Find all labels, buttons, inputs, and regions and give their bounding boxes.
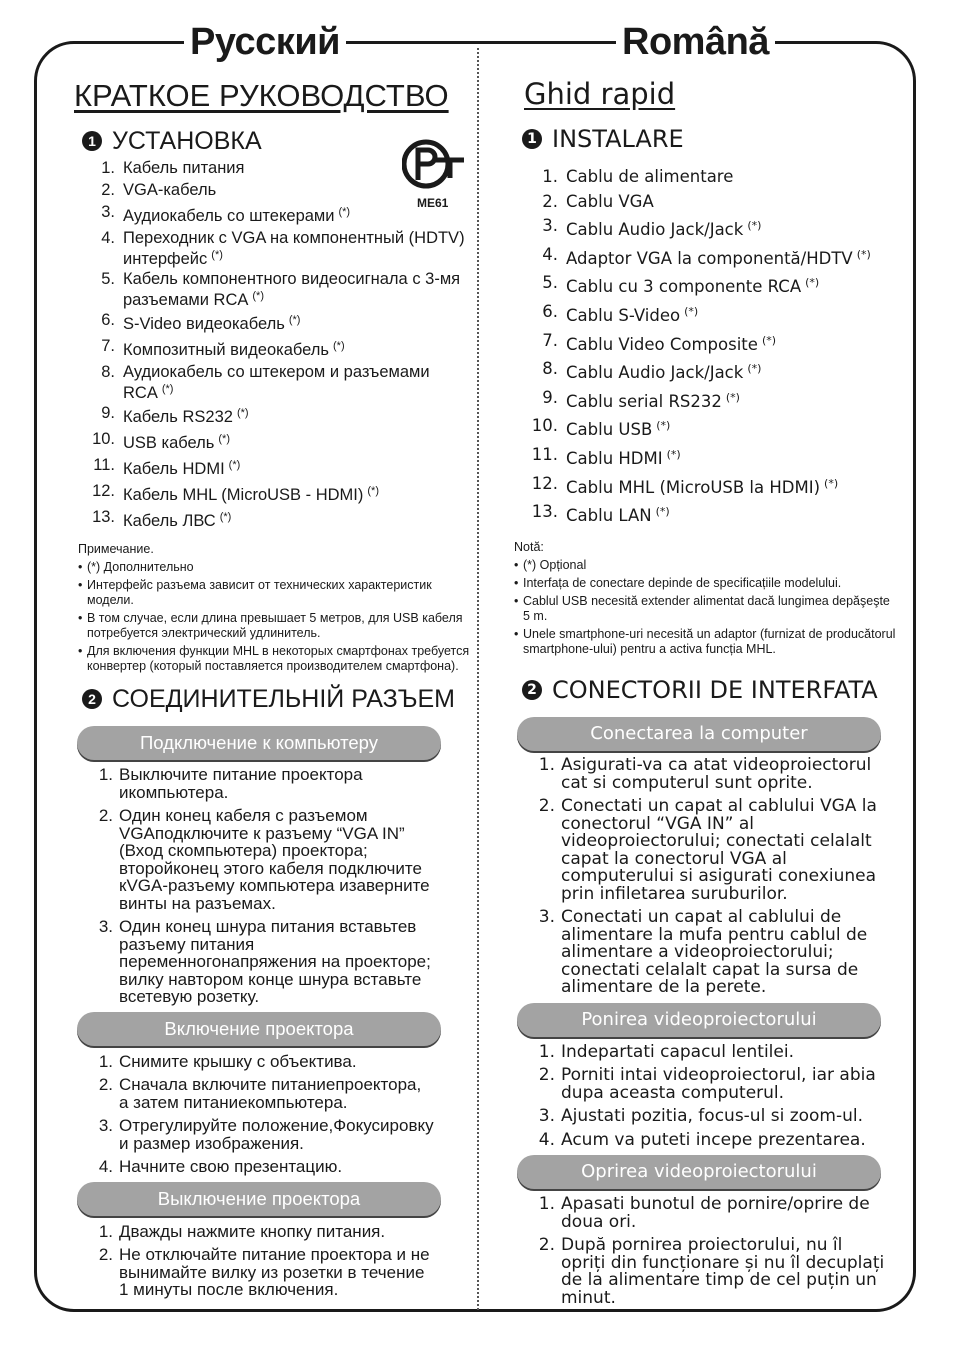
ro-power-on-steps bbox=[517, 1041, 887, 1150]
bullet-icon: • bbox=[78, 644, 83, 658]
contents-item bbox=[60, 338, 470, 359]
item-label: Cablu Video Composite bbox=[566, 334, 758, 354]
contents-item bbox=[500, 246, 905, 267]
step-item bbox=[517, 1129, 887, 1150]
step-number: 2. bbox=[538, 1065, 555, 1086]
item-number: 4. bbox=[101, 229, 115, 247]
item-text bbox=[123, 230, 470, 268]
ro-connect-steps bbox=[517, 757, 887, 997]
item-text bbox=[123, 160, 244, 177]
step-item bbox=[517, 1041, 887, 1062]
item-number: 9. bbox=[101, 404, 115, 422]
item-label: Adaptor VGA la componentă/HDTV bbox=[566, 248, 853, 268]
item-text bbox=[123, 509, 231, 530]
item-number: 13. bbox=[531, 502, 558, 522]
note-text: Интерфейс разъема зависит от технических характеристик модели. bbox=[87, 578, 432, 607]
russian-column bbox=[60, 70, 470, 1305]
item-label: Cablu VGA bbox=[566, 191, 654, 211]
contents-item bbox=[500, 193, 905, 210]
optional-marker: (*) bbox=[218, 433, 230, 445]
ro-section-title: INSTALARE bbox=[552, 125, 684, 153]
item-number: 2. bbox=[542, 191, 558, 211]
item-text bbox=[566, 303, 698, 324]
step-item bbox=[517, 909, 887, 997]
item-text bbox=[123, 271, 470, 309]
step-number: 3. bbox=[538, 1106, 555, 1127]
note-item bbox=[514, 576, 899, 591]
item-label: Cablu serial RS232 bbox=[566, 391, 722, 411]
step-text: Сначала включите питаниепроектора, а затем питаниекомпьютера. bbox=[119, 1075, 422, 1112]
step-item bbox=[517, 1196, 887, 1231]
item-text bbox=[123, 405, 249, 426]
item-label: Кабель MHL (MicroUSB - HDMI) bbox=[123, 486, 364, 504]
step-item bbox=[517, 1108, 887, 1126]
optional-marker: (*) bbox=[219, 511, 232, 523]
note-text: В том случае, если длина превышает 5 метров, для USB кабеля потребуется электрический удлинитель. bbox=[87, 611, 463, 640]
step-text: Один конец шнура питания вставьтев разъему питания переменногонапряжения на проекторе; вилку навтором конце шнура вставьте всетевую розетку. bbox=[119, 917, 431, 1006]
step-number: 2. bbox=[98, 1245, 113, 1264]
item-number: 6. bbox=[542, 301, 558, 321]
optional-marker: (*) bbox=[161, 383, 174, 395]
item-number: 5. bbox=[542, 273, 558, 293]
step-number: 3. bbox=[538, 907, 555, 928]
item-text bbox=[566, 417, 670, 438]
step-number: 1. bbox=[538, 755, 555, 776]
optional-marker: (*) bbox=[338, 206, 351, 218]
item-label: Cablu cu 3 componente RCA bbox=[566, 277, 802, 297]
item-label: Cablu USB bbox=[566, 420, 653, 440]
item-text bbox=[123, 483, 379, 504]
step-item bbox=[75, 766, 435, 801]
step-text: Не отключайте питание проектора и не вынимайте вилку из розетки в течение 1 минуты после включения. bbox=[119, 1245, 430, 1299]
optional-marker: (*) bbox=[656, 419, 671, 433]
item-text bbox=[566, 360, 761, 381]
contents-item bbox=[60, 204, 470, 225]
step-number: 3. bbox=[98, 1116, 113, 1135]
bullet-icon: • bbox=[78, 578, 83, 592]
contents-item bbox=[500, 417, 905, 438]
ru-connect-steps bbox=[75, 766, 435, 1006]
ru-power-off-steps bbox=[75, 1223, 435, 1299]
item-number: 3. bbox=[101, 203, 115, 221]
ro-contents-list bbox=[500, 168, 905, 524]
contents-item bbox=[500, 389, 905, 410]
step-item bbox=[517, 1237, 887, 1307]
item-number: 6. bbox=[101, 311, 115, 329]
optional-marker: (*) bbox=[666, 447, 681, 461]
optional-marker: (*) bbox=[725, 390, 740, 404]
ro-notes bbox=[514, 540, 899, 657]
note-item bbox=[514, 627, 899, 657]
note-text: Interfața de conectare depinde de specificațiile modelului. bbox=[523, 576, 842, 591]
step-text: Выключите питание проектора икомпьютера. bbox=[119, 765, 363, 802]
item-label: S-Video видеокабель bbox=[123, 315, 285, 333]
step-item bbox=[75, 1158, 435, 1176]
item-text bbox=[123, 457, 240, 478]
step-item bbox=[517, 757, 887, 792]
optional-marker: (*) bbox=[747, 362, 762, 376]
item-number: 3. bbox=[542, 216, 558, 236]
step-item bbox=[75, 1117, 435, 1152]
item-label: Кабель RS232 bbox=[123, 408, 233, 426]
item-label: Cablu Audio Jack/Jack bbox=[566, 363, 744, 383]
ro-section-install bbox=[522, 124, 905, 154]
optional-marker: (*) bbox=[236, 407, 249, 419]
item-label: USB кабель bbox=[123, 434, 215, 452]
item-text bbox=[123, 204, 350, 225]
step-number: 1. bbox=[538, 1194, 555, 1215]
contents-item bbox=[60, 271, 470, 309]
item-label: Cablu S-Video bbox=[566, 305, 681, 325]
ro-section-connector bbox=[522, 675, 905, 705]
item-number: 12. bbox=[531, 473, 558, 493]
step-text: Дважды нажмите кнопку питания. bbox=[119, 1221, 386, 1241]
item-text bbox=[123, 364, 470, 402]
ru-notes-list bbox=[78, 560, 470, 674]
ro-power-on-header: Ponirea videoproiectorului bbox=[517, 1003, 881, 1037]
item-text bbox=[123, 182, 216, 199]
ru-section-number: 1 bbox=[82, 131, 102, 151]
note-item bbox=[514, 558, 899, 573]
optional-marker: (*) bbox=[655, 505, 670, 519]
ru-power-on-steps bbox=[75, 1053, 435, 1176]
item-number: 1. bbox=[542, 167, 558, 186]
note-item bbox=[78, 560, 470, 575]
item-label: VGA-кабель bbox=[123, 181, 217, 199]
item-label: Аудиокабель со штекером и разъемами RCA bbox=[123, 363, 430, 402]
note-text: Для включения функции MHL в некоторых смартфонах требуется конвертер (который поставляется производителем смартфона). bbox=[87, 644, 470, 673]
contents-item bbox=[500, 360, 905, 381]
ro-connect-header: Conectarea la computer bbox=[517, 717, 881, 751]
item-text bbox=[566, 389, 740, 410]
item-label: Cablu HDMI bbox=[566, 448, 663, 468]
item-number: 4. bbox=[542, 244, 558, 264]
step-item bbox=[75, 1053, 435, 1071]
bullet-icon: • bbox=[78, 611, 83, 625]
item-label: Кабель HDMI bbox=[123, 460, 225, 478]
item-text bbox=[566, 217, 761, 238]
optional-marker: (*) bbox=[367, 485, 379, 497]
step-text: Porniti intai videoproiectorul, iar abia dupa aceasta computerul. bbox=[561, 1065, 876, 1103]
item-label: Cablu LAN bbox=[566, 506, 652, 526]
item-text bbox=[566, 193, 654, 210]
bullet-icon: • bbox=[514, 594, 519, 609]
step-number: 4. bbox=[538, 1129, 555, 1150]
contents-item bbox=[500, 303, 905, 324]
ru-section-number: 2 bbox=[82, 689, 102, 709]
note-text: (*) Дополнительно bbox=[87, 560, 194, 574]
ru-section-title: УСТАНОВКА bbox=[112, 127, 262, 155]
step-number: 2. bbox=[538, 1235, 555, 1256]
ru-notes-title: Примечание. bbox=[78, 542, 154, 556]
item-text bbox=[566, 475, 838, 496]
note-text: Cablul USB necesită extender alimentat dacă lungimea depăşeşte 5 m. bbox=[523, 594, 890, 624]
ro-section-number: 1 bbox=[522, 129, 542, 149]
step-number: 1. bbox=[98, 765, 113, 784]
item-number: 10. bbox=[531, 416, 558, 436]
ru-guide-title: КРАТКОЕ РУКОВОДСТВО bbox=[74, 78, 449, 113]
bullet-icon: • bbox=[78, 560, 83, 574]
item-label: Кабель ЛВС bbox=[123, 512, 216, 530]
item-text bbox=[123, 312, 300, 333]
item-label: Композитный видеокабель bbox=[123, 341, 330, 359]
item-text bbox=[566, 446, 681, 467]
step-text: Один конец кабеля с разъемом VGAподключите к разъему “VGA IN” (Вход скомпьютера) проектора; второйконец этого кабеля подключите кVGA-разъему компьютера изаверните винты на разъемах. bbox=[119, 806, 430, 913]
ru-power-off-header: Выключение проектора bbox=[77, 1182, 441, 1216]
ro-guide-title: Ghid rapid bbox=[524, 77, 676, 111]
contents-item bbox=[60, 230, 470, 268]
note-item bbox=[514, 594, 899, 624]
optional-marker: (*) bbox=[856, 247, 871, 261]
note-text: (*) Opțional bbox=[523, 558, 587, 573]
item-label: Переходник с VGA на компонентный (HDTV) интерфейс bbox=[123, 229, 465, 268]
item-text bbox=[566, 274, 819, 295]
item-text bbox=[123, 338, 345, 359]
item-text bbox=[566, 246, 871, 267]
contents-item bbox=[60, 509, 470, 530]
optional-marker: (*) bbox=[824, 476, 839, 490]
contents-item bbox=[60, 483, 470, 504]
step-text: Отрегулируйте положение,Фокусировку и размер изображения. bbox=[119, 1116, 434, 1153]
contents-item bbox=[60, 405, 470, 426]
item-number: 2. bbox=[101, 181, 115, 199]
item-number: 11. bbox=[93, 456, 115, 474]
optional-marker: (*) bbox=[761, 333, 777, 347]
contents-item bbox=[500, 217, 905, 238]
contents-item bbox=[60, 364, 470, 402]
item-number: 5. bbox=[101, 270, 115, 288]
item-label: Кабель питания bbox=[123, 159, 245, 177]
step-item bbox=[75, 807, 435, 912]
item-number: 8. bbox=[542, 359, 558, 379]
step-number: 2. bbox=[538, 796, 555, 817]
bullet-icon: • bbox=[514, 558, 519, 573]
contents-item bbox=[60, 457, 470, 478]
pct-logo-code: ME61 bbox=[417, 196, 449, 210]
item-number: 10. bbox=[92, 430, 115, 448]
russian-title: Русский bbox=[184, 20, 346, 64]
contents-item bbox=[500, 446, 905, 467]
item-label: Кабель компонентного видеосигнала с 3-мя разъемами RCA bbox=[123, 270, 461, 309]
ro-power-off-steps bbox=[517, 1196, 887, 1307]
ro-power-off-header: Oprirea videoproiectorului bbox=[517, 1155, 881, 1189]
ru-notes bbox=[78, 542, 470, 674]
item-text bbox=[566, 168, 733, 185]
item-text bbox=[566, 503, 670, 524]
optional-marker: (*) bbox=[211, 249, 223, 261]
step-text: Acum va puteti incepe prezentarea. bbox=[561, 1129, 866, 1150]
item-number: 11. bbox=[531, 444, 558, 464]
romanian-column bbox=[500, 70, 905, 1313]
ru-connect-header: Подключение к компьютеру bbox=[77, 726, 441, 760]
ru-section-title: СОЕДИНИТЕЛЬНІЙ РАЗЪЕМ bbox=[112, 685, 456, 713]
step-text: Apasati bunotul de pornire/oprire de doua ori. bbox=[561, 1194, 870, 1232]
item-label: Cablu MHL (MicroUSB la HDMI) bbox=[566, 477, 821, 497]
step-number: 4. bbox=[98, 1157, 113, 1176]
optional-marker: (*) bbox=[333, 340, 345, 352]
note-item bbox=[78, 644, 470, 674]
contents-item bbox=[60, 431, 470, 452]
item-number: 7. bbox=[101, 337, 115, 355]
optional-marker: (*) bbox=[747, 219, 762, 233]
contents-item bbox=[500, 503, 905, 524]
step-text: Снимите крышку с объектива. bbox=[119, 1051, 357, 1071]
step-text: Indepartati capacul lentilei. bbox=[561, 1041, 794, 1062]
step-item bbox=[517, 798, 887, 903]
step-text: După pornirea proiectorului, nu îl opriți din funcționare și nu îl decuplați de la alimentare timp de cel puțin un minut. bbox=[561, 1235, 885, 1308]
step-number: 1. bbox=[538, 1041, 555, 1062]
ro-section-title: CONECTORII DE INTERFATA bbox=[552, 676, 878, 705]
step-number: 2. bbox=[98, 806, 113, 825]
item-number: 7. bbox=[542, 330, 558, 350]
contents-item bbox=[500, 332, 905, 353]
step-item bbox=[75, 1246, 435, 1299]
step-number: 2. bbox=[98, 1075, 113, 1094]
item-number: 8. bbox=[101, 363, 115, 381]
ru-power-on-header: Включение проектора bbox=[77, 1012, 441, 1046]
optional-marker: (*) bbox=[684, 304, 699, 318]
romanian-title: Română bbox=[616, 20, 775, 64]
item-text bbox=[123, 431, 230, 452]
step-text: Ajustati pozitia, focus-ul si zoom-ul. bbox=[561, 1106, 864, 1127]
optional-marker: (*) bbox=[252, 290, 264, 302]
contents-item bbox=[500, 475, 905, 496]
item-label: Cablu Audio Jack/Jack bbox=[566, 220, 744, 240]
step-text: Conectati un capat al cablului de alimentare la mufa pentru cablul de alimentare a videoproiectorului; conectati celalalt capat la sursa de alimentare de la perete. bbox=[561, 907, 868, 998]
ru-contents-list bbox=[60, 160, 470, 530]
item-number: 1. bbox=[101, 159, 115, 177]
optional-marker: (*) bbox=[805, 276, 820, 290]
step-number: 3. bbox=[98, 917, 113, 936]
step-item bbox=[517, 1067, 887, 1102]
note-item bbox=[78, 611, 470, 641]
item-label: Cablu de alimentare bbox=[566, 167, 734, 186]
item-number: 9. bbox=[542, 387, 558, 407]
bullet-icon: • bbox=[514, 627, 519, 642]
column-divider bbox=[477, 48, 479, 1310]
step-text: Conectati un capat al cablului VGA la conectorul “VGA IN” al videoproiectorului; conectati celalalt capat la conectorul VGA al computerului si asigurati conexiunea prin infiletarea suruburilor. bbox=[561, 796, 877, 904]
step-item bbox=[75, 1223, 435, 1241]
ru-section-connector bbox=[82, 684, 470, 714]
item-number: 13. bbox=[92, 508, 115, 526]
ro-notes-list bbox=[514, 558, 899, 657]
optional-marker: (*) bbox=[288, 314, 301, 326]
item-number: 12. bbox=[92, 482, 115, 500]
step-number: 1. bbox=[98, 1221, 113, 1241]
note-item bbox=[78, 578, 470, 608]
item-label: Аудиокабель со штекерами bbox=[123, 207, 335, 225]
bullet-icon: • bbox=[514, 576, 519, 591]
step-text: Начните свою презентацию. bbox=[119, 1157, 343, 1176]
contents-item bbox=[500, 168, 905, 185]
step-number: 1. bbox=[98, 1051, 113, 1071]
ro-section-number: 2 bbox=[522, 680, 542, 700]
optional-marker: (*) bbox=[228, 459, 241, 471]
step-item bbox=[75, 918, 435, 1006]
contents-item bbox=[500, 274, 905, 295]
step-text: Asigurati-va ca atat videoproiectorul cat si computerul sunt oprite. bbox=[561, 755, 872, 793]
item-text bbox=[566, 332, 776, 353]
ro-notes-title: Notă: bbox=[514, 540, 544, 555]
note-text: Unele smartphone-uri necesită un adaptor (furnizat de producătorul smartphone-ului) pentru a activa funcția MHL. bbox=[523, 627, 896, 657]
step-item bbox=[75, 1076, 435, 1111]
contents-item bbox=[60, 312, 470, 333]
